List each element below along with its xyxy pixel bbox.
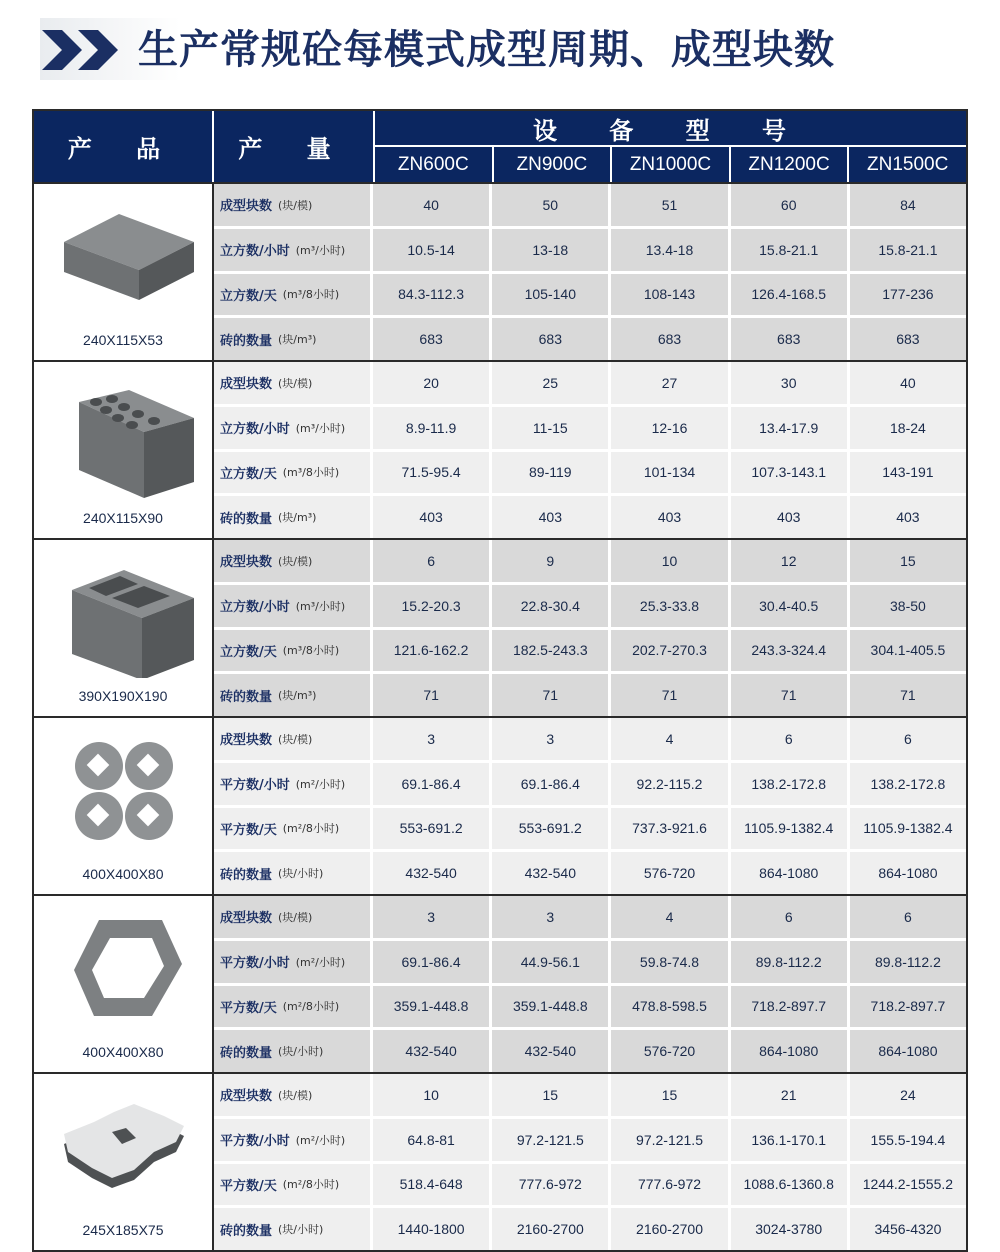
cell-value: 92.2-115.2 xyxy=(611,763,730,805)
row-label: 立方数/天 (m³/8小时) xyxy=(214,630,373,672)
header-equipment-title: 设 备 型 号 xyxy=(375,111,966,147)
cell-value: 403 xyxy=(896,509,920,526)
product-size: 240X115X90 xyxy=(83,510,163,526)
table-row xyxy=(214,540,966,585)
cell-value: 138.2-172.8 xyxy=(731,763,850,805)
cell-value: 10 xyxy=(373,1074,492,1116)
table-header xyxy=(34,111,966,182)
cell-value: 108-143 xyxy=(611,274,730,316)
cell-value: 683 xyxy=(896,331,920,348)
cell-value: 71 xyxy=(492,674,611,716)
cell-value: 71 xyxy=(900,687,916,704)
cell-value: 101-134 xyxy=(611,452,730,494)
cell-value: 6 xyxy=(731,896,850,938)
row-label: 平方数/小时 (m²/小时) xyxy=(214,941,373,983)
solid-brick-icon xyxy=(54,202,194,312)
cell-value: 182.5-243.3 xyxy=(492,630,611,672)
cell-value: 553-691.2 xyxy=(373,808,492,850)
row-label: 砖的数量 (块/小时) xyxy=(214,852,373,894)
table-row xyxy=(214,674,966,716)
cell-value: 24 xyxy=(900,1086,916,1103)
cell-value: 683 xyxy=(492,318,611,360)
group-rows xyxy=(214,896,966,1072)
table-row xyxy=(214,896,966,941)
model-zn1000c: ZN1000C xyxy=(610,147,729,182)
cell-value: 403 xyxy=(492,496,611,538)
cell-value: 403 xyxy=(373,496,492,538)
group-rows xyxy=(214,184,966,360)
cell-value: 864-1080 xyxy=(878,1043,938,1060)
cell-value: 11-15 xyxy=(492,407,611,449)
cell-value: 15 xyxy=(492,1074,611,1116)
cell-value: 136.1-170.1 xyxy=(731,1119,850,1161)
row-label: 砖的数量 (块/m³) xyxy=(214,496,373,538)
cell-value: 18-24 xyxy=(890,419,926,436)
page-title: 生产常规砼每模式成型周期、成型块数 xyxy=(138,27,835,73)
cell-value: 683 xyxy=(373,318,492,360)
cell-value: 1105.9-1382.4 xyxy=(863,820,953,837)
product-size: 245X185X75 xyxy=(82,1222,164,1238)
cell-value: 6 xyxy=(904,730,912,747)
cell-value: 718.2-897.7 xyxy=(870,998,946,1015)
cell-value: 1088.6-1360.8 xyxy=(731,1164,850,1206)
product-group xyxy=(34,360,966,538)
row-label: 砖的数量 (块/m³) xyxy=(214,674,373,716)
hexagon-paver-icon xyxy=(54,914,194,1034)
cell-value: 2160-2700 xyxy=(611,1208,730,1250)
table-row xyxy=(214,229,966,274)
row-label: 立方数/天 (m³/8小时) xyxy=(214,452,373,494)
group-rows xyxy=(214,1074,966,1250)
grass-paver-lattice-icon xyxy=(54,736,194,856)
cell-value: 12-16 xyxy=(611,407,730,449)
cell-value: 15.8-21.1 xyxy=(731,229,850,271)
cell-value: 403 xyxy=(731,496,850,538)
header-models xyxy=(375,147,966,182)
row-label: 平方数/小时 (m²/小时) xyxy=(214,1119,373,1161)
cell-value: 121.6-162.2 xyxy=(373,630,492,672)
product-group xyxy=(34,182,966,360)
cell-value: 20 xyxy=(373,362,492,404)
table-row xyxy=(214,452,966,497)
model-zn600c: ZN600C xyxy=(397,153,469,175)
cell-value: 60 xyxy=(731,184,850,226)
model-zn1200c: ZN1200C xyxy=(729,147,848,182)
table-row xyxy=(214,362,966,407)
cell-value: 864-1080 xyxy=(878,865,938,882)
product-size: 400X400X80 xyxy=(82,866,164,882)
group-rows xyxy=(214,540,966,716)
cell-value: 84.3-112.3 xyxy=(373,274,492,316)
cell-value: 30.4-40.5 xyxy=(731,585,850,627)
cell-value: 71 xyxy=(731,674,850,716)
cell-value: 51 xyxy=(611,184,730,226)
row-label: 成型块数 (块/模) xyxy=(214,1074,373,1116)
table-row xyxy=(214,941,966,986)
table-row xyxy=(214,1074,966,1119)
product-cell xyxy=(34,540,214,716)
cell-value: 15.8-21.1 xyxy=(878,241,938,258)
cell-value: 2160-2700 xyxy=(492,1208,611,1250)
cell-value: 359.1-448.8 xyxy=(492,986,611,1028)
cell-value: 13.4-17.9 xyxy=(731,407,850,449)
cell-value: 683 xyxy=(731,318,850,360)
cell-value: 105-140 xyxy=(492,274,611,316)
cell-value: 718.2-897.7 xyxy=(731,986,850,1028)
cell-value: 71 xyxy=(611,674,730,716)
cell-value: 89-119 xyxy=(492,452,611,494)
cell-value: 403 xyxy=(611,496,730,538)
cell-value: 478.8-598.5 xyxy=(611,986,730,1028)
header-product: 产 品 xyxy=(34,111,214,182)
cell-value: 71.5-95.4 xyxy=(373,452,492,494)
cell-value: 243.3-324.4 xyxy=(731,630,850,672)
table-row xyxy=(214,852,966,894)
table-row xyxy=(214,808,966,853)
row-label: 成型块数 (块/模) xyxy=(214,896,373,938)
spec-table xyxy=(32,109,968,1252)
cell-value: 576-720 xyxy=(611,852,730,894)
cell-value: 22.8-30.4 xyxy=(492,585,611,627)
cell-value: 1440-1800 xyxy=(373,1208,492,1250)
cell-value: 6 xyxy=(904,908,912,925)
row-label: 平方数/小时 (m²/小时) xyxy=(214,763,373,805)
cell-value: 97.2-121.5 xyxy=(611,1119,730,1161)
cell-value: 777.6-972 xyxy=(492,1164,611,1206)
cell-value: 155.5-194.4 xyxy=(870,1131,946,1148)
cell-value: 518.4-648 xyxy=(373,1164,492,1206)
table-row xyxy=(214,630,966,675)
product-cell xyxy=(34,184,214,360)
table-row xyxy=(214,585,966,630)
cell-value: 13.4-18 xyxy=(611,229,730,271)
table-row xyxy=(214,718,966,763)
table-row xyxy=(214,274,966,319)
row-label: 立方数/小时 (m³/小时) xyxy=(214,585,373,627)
title-bar xyxy=(40,18,960,80)
cell-value: 138.2-172.8 xyxy=(870,775,946,792)
cell-value: 304.1-405.5 xyxy=(870,642,946,659)
product-cell xyxy=(34,1074,214,1250)
cell-value: 27 xyxy=(611,362,730,404)
row-label: 平方数/天 (m²/8小时) xyxy=(214,808,373,850)
group-rows xyxy=(214,362,966,538)
product-cell xyxy=(34,896,214,1072)
row-label: 成型块数 (块/模) xyxy=(214,718,373,760)
cell-value: 737.3-921.6 xyxy=(611,808,730,850)
model-zn900c: ZN900C xyxy=(492,147,611,182)
table-row xyxy=(214,1030,966,1072)
product-cell xyxy=(34,718,214,894)
cell-value: 143-191 xyxy=(882,464,934,481)
cell-value: 97.2-121.5 xyxy=(492,1119,611,1161)
cell-value: 3456-4320 xyxy=(874,1221,942,1238)
model-zn1500c: ZN1500C xyxy=(847,147,966,182)
header-output: 产 量 xyxy=(214,111,375,182)
cell-value: 89.8-112.2 xyxy=(874,953,941,970)
cell-value: 21 xyxy=(731,1074,850,1116)
row-label: 立方数/小时 (m³/小时) xyxy=(214,407,373,449)
cross-paver-icon xyxy=(54,1092,194,1212)
cell-value: 126.4-168.5 xyxy=(731,274,850,316)
product-group xyxy=(34,538,966,716)
product-group xyxy=(34,894,966,1072)
table-row xyxy=(214,184,966,229)
product-size: 390X190X190 xyxy=(78,688,168,704)
cell-value: 71 xyxy=(373,674,492,716)
row-label: 砖的数量 (块/m³) xyxy=(214,318,373,360)
product-group xyxy=(34,1072,966,1250)
row-label: 平方数/天 (m²/8小时) xyxy=(214,1164,373,1206)
cell-value: 3 xyxy=(492,896,611,938)
product-cell xyxy=(34,362,214,538)
cell-value: 4 xyxy=(611,718,730,760)
cell-value: 15.2-20.3 xyxy=(373,585,492,627)
cell-value: 202.7-270.3 xyxy=(611,630,730,672)
cell-value: 432-540 xyxy=(373,852,492,894)
table-row xyxy=(214,1119,966,1164)
perforated-brick-icon xyxy=(54,380,194,500)
row-label: 平方数/天 (m²/8小时) xyxy=(214,986,373,1028)
cell-value: 683 xyxy=(611,318,730,360)
cell-value: 3 xyxy=(492,718,611,760)
cell-value: 40 xyxy=(373,184,492,226)
cell-value: 1105.9-1382.4 xyxy=(731,808,850,850)
cell-value: 6 xyxy=(373,540,492,582)
cell-value: 777.6-972 xyxy=(611,1164,730,1206)
row-label: 立方数/小时 (m³/小时) xyxy=(214,229,373,271)
cell-value: 59.8-74.8 xyxy=(611,941,730,983)
group-rows xyxy=(214,718,966,894)
cell-value: 3 xyxy=(373,718,492,760)
row-label: 成型块数 (块/模) xyxy=(214,184,373,226)
row-label: 立方数/天 (m³/8小时) xyxy=(214,274,373,316)
product-size: 240X115X53 xyxy=(83,332,163,348)
cell-value: 432-540 xyxy=(492,852,611,894)
cell-value: 69.1-86.4 xyxy=(373,763,492,805)
cell-value: 44.9-56.1 xyxy=(492,941,611,983)
row-label: 成型块数 (块/模) xyxy=(214,362,373,404)
cell-value: 576-720 xyxy=(611,1030,730,1072)
cell-value: 10 xyxy=(611,540,730,582)
row-label: 砖的数量 (块/小时) xyxy=(214,1030,373,1072)
cell-value: 3 xyxy=(373,896,492,938)
table-row xyxy=(214,1164,966,1209)
cell-value: 89.8-112.2 xyxy=(731,941,850,983)
cell-value: 12 xyxy=(731,540,850,582)
row-label: 成型块数 (块/模) xyxy=(214,540,373,582)
cell-value: 10.5-14 xyxy=(373,229,492,271)
cell-value: 359.1-448.8 xyxy=(373,986,492,1028)
cell-value: 4 xyxy=(611,896,730,938)
header-equipment xyxy=(375,111,966,182)
cell-value: 50 xyxy=(492,184,611,226)
cell-value: 864-1080 xyxy=(731,852,850,894)
table-row xyxy=(214,986,966,1031)
cell-value: 864-1080 xyxy=(731,1030,850,1072)
cell-value: 84 xyxy=(900,196,916,213)
cell-value: 9 xyxy=(492,540,611,582)
cell-value: 15 xyxy=(611,1074,730,1116)
cell-value: 553-691.2 xyxy=(492,808,611,850)
cell-value: 69.1-86.4 xyxy=(492,763,611,805)
hollow-block-icon xyxy=(54,558,194,678)
product-size: 400X400X80 xyxy=(82,1044,164,1060)
cell-value: 25 xyxy=(492,362,611,404)
cell-value: 25.3-33.8 xyxy=(611,585,730,627)
cell-value: 40 xyxy=(900,374,916,391)
double-chevron-icon xyxy=(40,28,130,72)
cell-value: 432-540 xyxy=(492,1030,611,1072)
table-row xyxy=(214,763,966,808)
cell-value: 69.1-86.4 xyxy=(373,941,492,983)
table-row xyxy=(214,1208,966,1250)
cell-value: 107.3-143.1 xyxy=(731,452,850,494)
table-row xyxy=(214,407,966,452)
cell-value: 30 xyxy=(731,362,850,404)
cell-value: 38-50 xyxy=(890,597,926,614)
cell-value: 432-540 xyxy=(373,1030,492,1072)
table-row xyxy=(214,318,966,360)
product-group xyxy=(34,716,966,894)
row-label: 砖的数量 (块/小时) xyxy=(214,1208,373,1250)
cell-value: 177-236 xyxy=(882,286,934,303)
cell-value: 64.8-81 xyxy=(373,1119,492,1161)
cell-value: 13-18 xyxy=(492,229,611,271)
cell-value: 1244.2-1555.2 xyxy=(862,1176,954,1193)
cell-value: 3024-3780 xyxy=(731,1208,850,1250)
cell-value: 8.9-11.9 xyxy=(373,407,492,449)
cell-value: 15 xyxy=(900,552,916,569)
table-row xyxy=(214,496,966,538)
cell-value: 6 xyxy=(731,718,850,760)
